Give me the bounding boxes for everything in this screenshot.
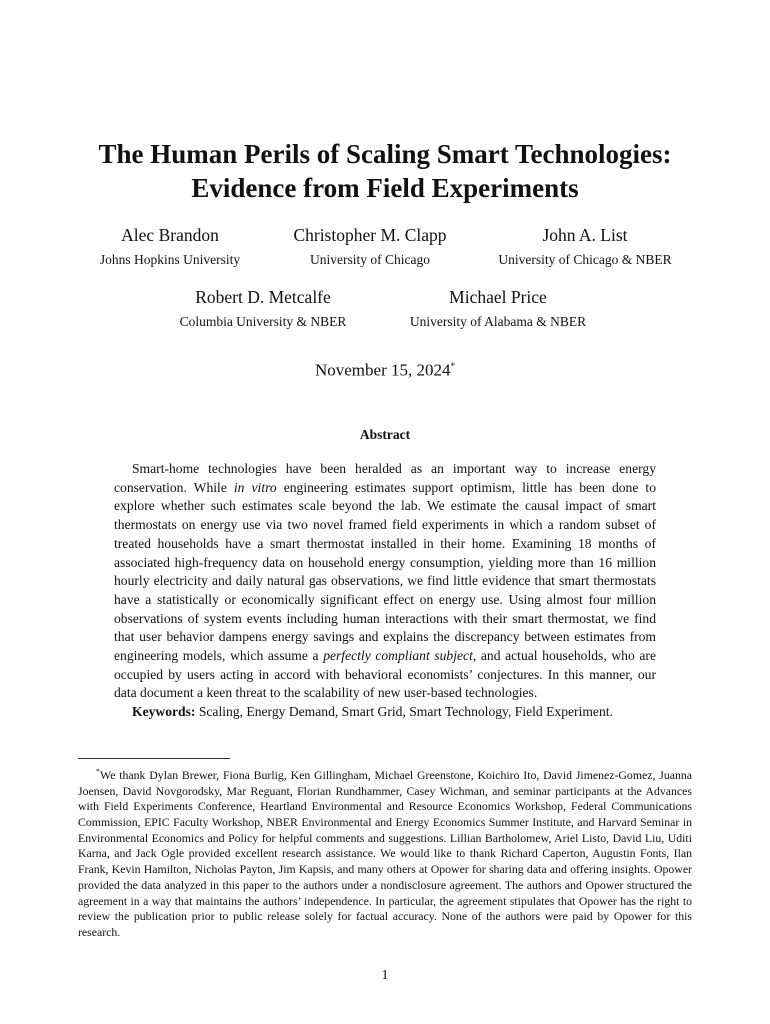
title-line-2: Evidence from Field Experiments [191,173,579,203]
paper-date [0,355,770,382]
author-name: Robert D. Metcalfe [195,287,331,307]
footnote-marker: * [96,767,100,776]
footnote [78,764,692,941]
abstract-text-3: , and actual households, who are occupied by users acting in accord with behavioral economists’ conjectures. In this manner, our data document a keen threat to the scalability of new user-based technologies. [114,648,656,701]
author-block-4 [153,286,373,331]
author-affiliation: University of Chicago [310,252,430,267]
author-block-1 [70,224,270,269]
abstract-body [114,460,656,722]
author-name: John A. List [542,225,628,245]
author-name: Alec Brandon [121,225,219,245]
keywords-label: Keywords: [132,704,196,720]
abstract-heading: Abstract [359,427,411,442]
author-block-3 [470,224,700,269]
abstract-text-2: engineering estimates support optimism, little has been done to explore whether such estimates scale beyond the lab. We estimate the causal impact of smart thermostats on energy use via two novel framed field experiments in which a random subset of treated households have a smart thermostat installed in their home. Examining 18 months of associated high-frequency data on household energy consumption, yielding more than 16 million hourly electricity and daily natural gas observations, we find little evidence that smart thermostats have a statistically or economically significant effect on energy use. Using almost four million observations of system events including human interactions with their smart thermostat, we find that user behavior dampens energy savings and explains the discrepancy between estimates from engineering models, which assume a [114,479,656,664]
author-name: Christopher M. Clapp [293,225,447,245]
author-name: Michael Price [449,287,547,307]
keywords-text: Scaling, Energy Demand, Smart Grid, Smart Technology, Field Experiment. [195,704,613,720]
footnote-text: We thank Dylan Brewer, Fiona Burlig, Ken Gillingham, Michael Greenstone, Koichiro Ito, David Jimenez-Gomez, Juanna Joensen, David Novgorodsky, Mar Reguant, Florian Rundhammer, Casey Wichman, and seminar participants at the Advances with Field Experiments Conference, Heartland Environmental and Resource Economics Workshop, Federal Communications Commission, EPIC Faculty Workshop, NBER Environmental and Energy Economics Summer Institute, and Harvard Seminar in Environmental Economics and Policy for helpful comments and suggestions. Lillian Bartholomew, Ariel Listo, David Liu, Uditi Karna, and Jack Ogle provided excellent research assistance. We would like to thank Richard Caperton, Augustin Fonts, Ilan Frank, Kevin Hamilton, Nicholas Payton, Jim Kapsis, and many others at Opower for sharing data and offering insights. Opower provided the data analyzed in this paper to the authors under a nondisclosure agreement. The authors and Opower structured the agreement in a way that maintains the authors’ independence. In particular, the agreement stipulates that Opower has the right to review the publication prior to public release solely for factual accuracy. None of the authors were paid by Opower for this research. [78,767,692,939]
abstract-text-1: Smart-home technologies have been heralded as an important way to increase energy conservation. While [114,461,656,495]
author-affiliation: Johns Hopkins University [99,252,241,267]
page-number: 1 [381,968,389,983]
date-footnote-marker: * [450,361,455,371]
author-affiliation: Columbia University & NBER [179,314,347,329]
abstract-paragraph [114,460,656,703]
date-text: November 15, 2024 [314,360,451,380]
author-block-5 [382,286,614,331]
footnote-rule [78,758,230,759]
abstract-italic-2: perfectly compliant subject [323,648,473,664]
title-line-1: The Human Perils of Scaling Smart Technologies: [98,139,672,169]
author-affiliation: University of Chicago & NBER [498,252,672,267]
keywords-line [114,703,656,722]
author-affiliation: University of Alabama & NBER [409,314,587,329]
author-block-2 [250,224,490,269]
paper-title [40,137,730,205]
footnote-paragraph [78,764,692,941]
abstract-italic-1: in vitro [233,479,277,495]
